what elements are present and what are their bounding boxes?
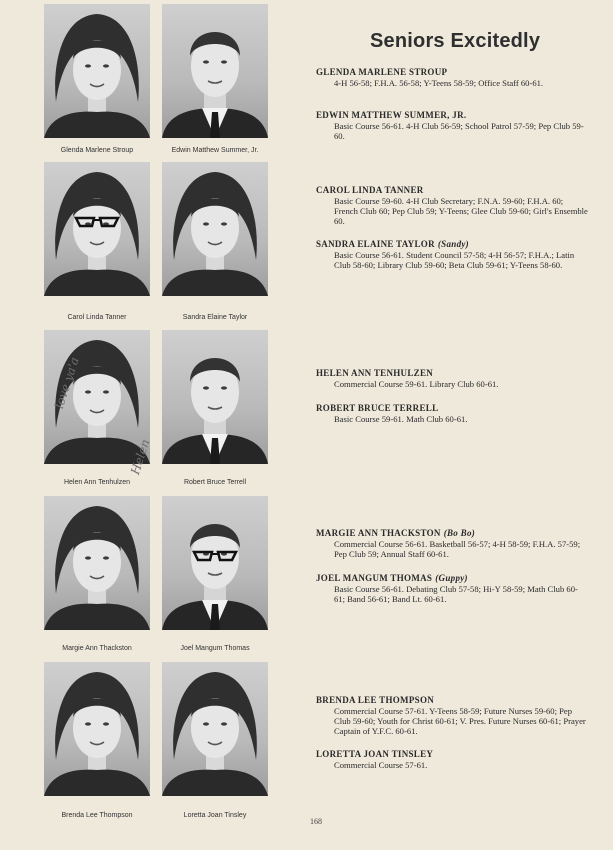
portrait-photo	[162, 4, 268, 138]
portrait-caption: Loretta Joan Tinsley	[183, 812, 247, 819]
senior-name: ROBERT BRUCE TERRELL	[316, 403, 439, 413]
portrait-caption: Glenda Marlene Stroup	[60, 147, 134, 154]
portrait-photo	[162, 662, 268, 796]
senior-name: MARGIE ANN THACKSTON	[316, 528, 441, 538]
page-title: Seniors Excitedly	[370, 30, 541, 52]
portrait-caption: Robert Bruce Terrell	[183, 479, 247, 486]
senior-entry	[316, 110, 588, 141]
senior-activities: Basic Course 59-60. 4-H Club Secretary; F.N.A. 59-60; F.H.A. 60; French Club 60; Pep Club 59; Y-Teens; Glee Club 59-60; Girl's Ensemble 60.	[334, 196, 588, 226]
senior-name: CAROL LINDA TANNER	[316, 185, 424, 195]
senior-activities: Commercial Course 57-61.	[334, 760, 428, 770]
senior-entry	[316, 403, 588, 424]
senior-name: EDWIN MATTHEW SUMMER, JR.	[316, 110, 467, 120]
portrait-caption: Brenda Lee Thompson	[61, 812, 133, 819]
senior-activities: Commercial Course 59-61. Library Club 60-61.	[334, 379, 499, 389]
portrait-photo	[44, 4, 150, 138]
senior-nickname: (Guppy)	[435, 573, 468, 583]
senior-nickname: (Bo Bo)	[443, 528, 476, 538]
senior-name: JOEL MANGUM THOMAS	[316, 573, 433, 583]
portrait-caption: Joel Mangum Thomas	[180, 645, 250, 652]
portrait-photo	[44, 162, 150, 296]
senior-name: LORETTA JOAN TINSLEY	[316, 749, 434, 759]
senior-entry	[316, 185, 588, 226]
senior-activities: Basic Course 56-61. Debating Club 57-58; Hi-Y 58-59; Math Club 60-61; Band 56-61; Band Lt. 60-61.	[334, 584, 578, 604]
portrait-photo	[44, 662, 150, 796]
portrait-photo	[162, 496, 268, 630]
portrait-caption: Carol Linda Tanner	[67, 314, 127, 321]
senior-name: HELEN ANN TENHULZEN	[316, 368, 434, 378]
senior-entry	[316, 695, 588, 736]
handwritten-signature: love ya'a	[52, 355, 82, 411]
senior-activities: Basic Course 56-61. 4-H Club 56-59; School Patrol 57-59; Pep Club 59-60.	[334, 121, 584, 141]
senior-entry	[316, 368, 588, 389]
senior-entry	[316, 67, 588, 88]
senior-activities: Basic Course 56-61. Student Council 57-58; 4-H 56-57; F.H.A.; Latin Club 58-60; Library Club 59-60; Beta Club 59-61; Y-Teens 58-60.	[334, 250, 575, 270]
portrait-photo	[44, 496, 150, 630]
portrait-caption: Sandra Elaine Taylor	[182, 314, 248, 321]
senior-activities: 4-H 56-58; F.H.A. 56-58; Y-Teens 58-59; Office Staff 60-61.	[334, 78, 544, 88]
senior-activities: Commercial Course 56-61. Basketball 56-57; 4-H 58-59; F.H.A. 57-59; Pep Club 59; Annual Staff 60-61.	[334, 539, 581, 559]
senior-activities: Commercial Course 57-61. Y-Teens 58-59; Future Nurses 59-60; Pep Club 59-60; Youth for Christ 60-61; V. Pres. Future Nurses 60-61; Prayer Captain of Y.F.C. 60-61.	[334, 706, 586, 736]
senior-name: SANDRA ELAINE TAYLOR	[316, 239, 435, 249]
portrait-photo	[162, 330, 268, 464]
portrait-caption: Helen Ann Tenhulzen	[63, 479, 131, 486]
portrait-photo	[162, 162, 268, 296]
senior-nickname: (Sandy)	[437, 239, 469, 249]
handwritten-signature: Helen	[128, 437, 153, 477]
senior-entry	[316, 239, 588, 270]
senior-entry	[316, 573, 588, 604]
senior-activities: Basic Course 59-61. Math Club 60-61.	[334, 414, 468, 424]
senior-name: BRENDA LEE THOMPSON	[316, 695, 435, 705]
senior-name: GLENDA MARLENE STROUP	[316, 67, 448, 77]
portrait-caption: Margie Ann Thackston	[62, 645, 132, 652]
page-number: 168	[310, 817, 322, 826]
senior-entry	[316, 528, 588, 559]
portrait-caption: Edwin Matthew Summer, Jr.	[171, 147, 259, 154]
senior-entry	[316, 749, 588, 770]
